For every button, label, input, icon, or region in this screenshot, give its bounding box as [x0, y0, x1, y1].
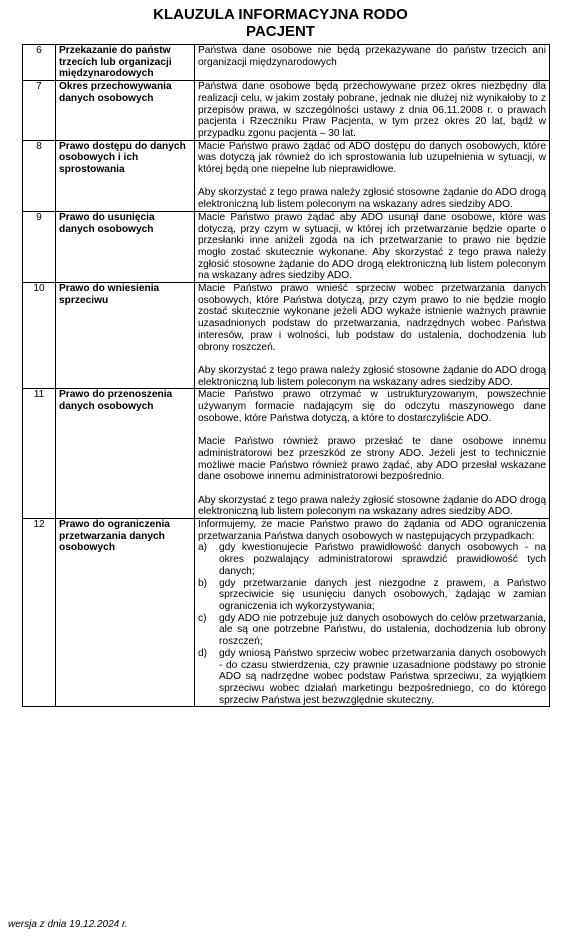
row-number: 9 — [23, 211, 56, 282]
row-heading: Okres przechowywania danych osobowych — [56, 81, 195, 141]
row-heading: Przekazanie do państw trzecich lub organizacji międzynarodowych — [56, 45, 195, 81]
list-item-text: gdy wniosą Państwo sprzeciw wobec przetwarzania danych osobowych - do czasu stwierdzenia, czy prawnie uzasadnione podstawy po stronie ADO są nadrzędne wobec podstaw Państwa sprzeciwu, za wyjątkiem sprzeciwu wobec działań marketingu bezpośredniego, co do którego sprzeciw Państwa jest bezwzględnie skuteczny. — [219, 647, 546, 706]
description-paragraph: Państwa dane osobowe będą przechowywane przez okres niezbędny dla realizacji celu, w jakim zostały pobrane, jednak nie dłużej niż wynikałoby to z przepisów prawa, w szczególności ustawy z dnia 06.11.2008 r. o prawach pacjenta i Rzeczniku Praw Pacjenta, w tym przez okres 20 lat, bądź w przypadku zgonu pacjenta – 30 lat. — [198, 81, 546, 139]
table-row — [23, 211, 550, 282]
rodo-table — [22, 44, 550, 707]
row-heading: Prawo do ograniczenia przetwarzania danych osobowych — [56, 519, 195, 707]
table-row — [23, 519, 550, 707]
list-item-text: gdy przetwarzanie danych jest niezgodne z prawem, a Państwo sprzeciwicie się usunięciu danych osobowych, żądając w zamian ograniczenia ich wykorzystywania; — [219, 577, 546, 612]
row-description — [195, 45, 550, 81]
list-item-label: c) — [198, 612, 207, 624]
description-paragraph: Aby skorzystać z tego prawa należy zgłosić stosowne żądanie do ADO drogą elektroniczną lub listem poleconym na wskazany adres siedziby ADO. — [198, 494, 546, 518]
description-paragraph: Macie Państwo prawo otrzymać w ustrukturyzowanym, powszechnie używanym formacie nadającym się do odczytu maszynowego dane osobowe, które Państwa dotyczą, a które to dostarczyliście ADO. — [198, 389, 546, 424]
list-item-text: gdy ADO nie potrzebuje już danych osobowych do celów przetwarzania, ale są one potrzebne Państwu, do ustalenia, dochodzenia lub obrony roszczeń; — [219, 612, 546, 648]
list-item — [198, 578, 546, 613]
description-paragraph: Aby skorzystać z tego prawa należy zgłosić stosowne żądanie do ADO drogą elektroniczną lub listem poleconym na wskazany adres siedziby ADO. — [198, 187, 546, 211]
row-description — [195, 211, 550, 282]
description-paragraph: Informujemy, że macie Państwo prawo do żądania od ADO ograniczenia przetwarzania Państwa danych osobowych w następujących przypadkach: — [198, 519, 546, 542]
list-item-label: b) — [198, 577, 208, 589]
row-heading: Prawo do przenoszenia danych osobowych — [56, 389, 195, 519]
table-row — [23, 283, 550, 389]
row-heading: Prawo do wniesienia sprzeciwu — [56, 283, 195, 389]
row-description — [195, 389, 550, 519]
list-item-label: d) — [198, 647, 208, 659]
table-row — [23, 81, 550, 141]
row-heading: Prawo dostępu do danych osobowych i ich sprostowania — [56, 140, 195, 211]
table-row — [23, 140, 550, 211]
document-subtitle: PACJENT — [246, 23, 315, 40]
list-item-text: gdy kwestionujecie Państwo prawidłowość danych osobowych - na okres pozwalający administratorowi sprawdzić prawidłowość tych danych; — [219, 542, 546, 577]
table-row — [23, 389, 550, 519]
description-paragraph: Państwa dane osobowe nie będą przekazywane do państw trzecich ani organizacji międzynarodowych — [198, 45, 546, 68]
description-paragraph: Macie Państwo prawo żądać od ADO dostępu do danych osobowych, które was dotyczą jak również do ich sprostowania lub uzupełnienia w sytuacji, w której będą one niepełne lub nieprawidłowe. — [198, 140, 546, 176]
row-description — [195, 140, 550, 211]
row-number: 10 — [23, 283, 56, 389]
row-number: 11 — [23, 389, 56, 519]
description-paragraph: Macie Państwo również prawo przesłać te dane osobowe innemu administratorowi bez przeszkód ze strony ADO. Jeżeli jest to technicznie możliwe macie Państwo również prawo żądać, aby ADO przesłał wskazane dane osobowe innemu administratorowi bezpośrednio. — [198, 436, 546, 483]
row-number: 7 — [23, 81, 56, 141]
list-item — [198, 648, 546, 707]
row-description — [195, 519, 550, 707]
row-number: 8 — [23, 140, 56, 211]
version-footer: wersja z dnia 19.12.2024 r. — [8, 919, 128, 930]
description-paragraph: Aby skorzystać z tego prawa należy zgłosić stosowne żądanie do ADO drogą elektroniczną lub listem poleconym na wskazany adres siedziby ADO. — [198, 364, 546, 388]
row-number: 12 — [23, 519, 56, 707]
description-paragraph: Macie Państwo prawo wnieść sprzeciw wobec przetwarzania danych osobowych, które Państwa dotyczą, przy czym prawo to nie będzie mogło zostać skutecznie wykonane jeżeli ADO wykaże istnienie ważnych prawnie uzasadnionych podstaw do przetwarzania, nadrzędnych wobec Państwa interesów, praw i wolności, lub podstaw do ustalenia, dochodzenia lub obrony roszczeń. — [198, 283, 546, 353]
list-item — [198, 613, 546, 648]
row-number: 6 — [23, 45, 56, 81]
description-paragraph: Macie Państwo prawo żądać aby ADO usunął dane osobowe, które was dotyczą, przy czym w sytuacji, w której ich przetwarzanie będzie oparte o przesłanki inne aniżeli zgoda na ich przetwarzanie to prawo nie będzie mogło zostać skutecznie wykonane. Aby skorzystać z tego prawa należy zgłosić stosowne żądanie do ADO drogą elektroniczną lub listem poleconym na wskazany adres siedziby ADO. — [198, 211, 546, 282]
list-item-label: a) — [198, 542, 208, 554]
table-row — [23, 45, 550, 81]
row-description — [195, 283, 550, 389]
row-heading: Prawo do usunięcia danych osobowych — [56, 211, 195, 282]
row-description — [195, 81, 550, 141]
list-item — [198, 542, 546, 577]
document-title: KLAUZULA INFORMACYJNA RODO — [153, 6, 408, 23]
